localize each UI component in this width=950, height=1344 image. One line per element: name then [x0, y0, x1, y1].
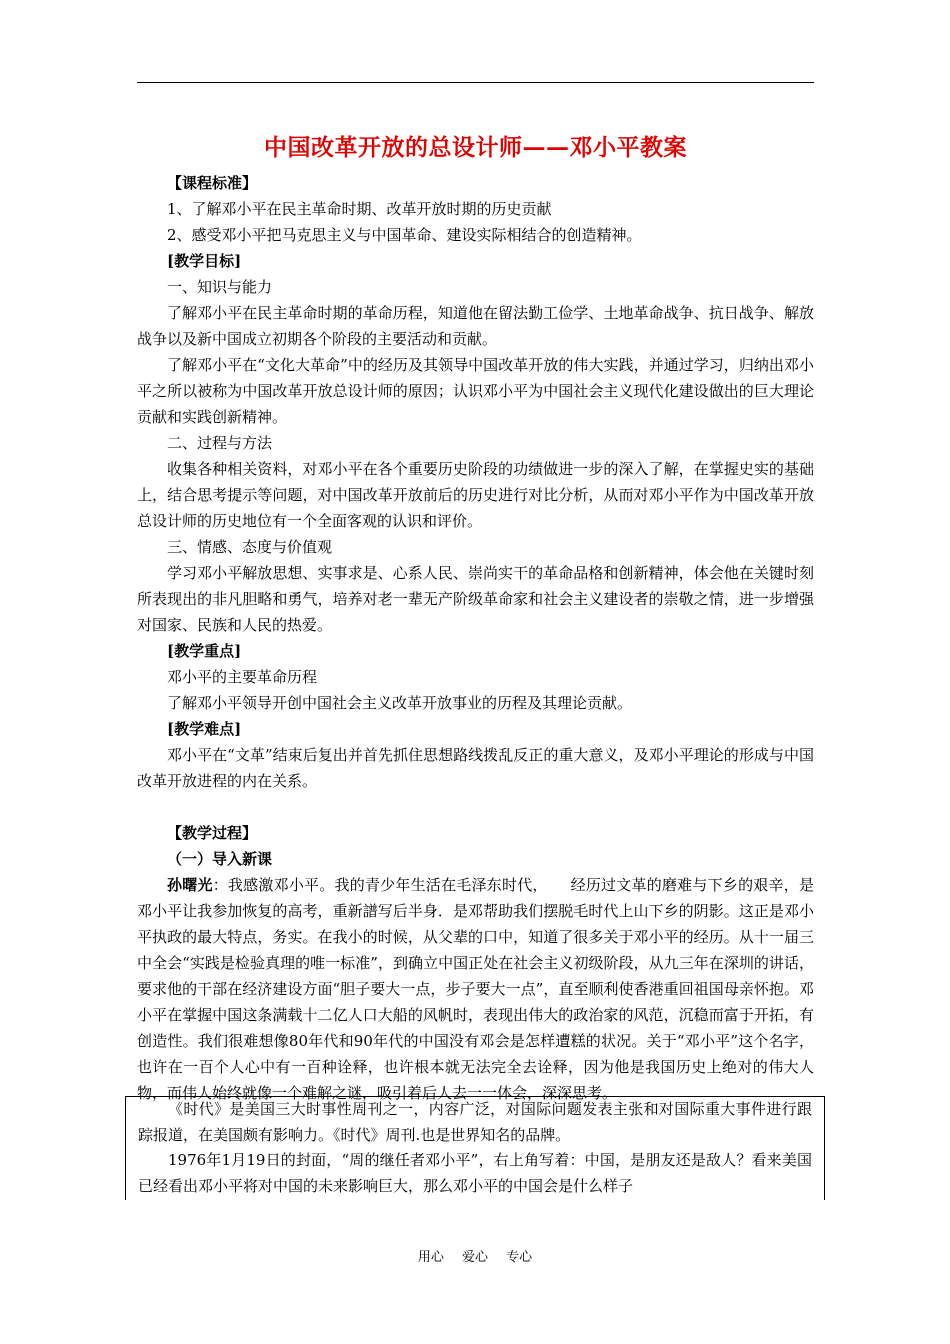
subheading-knowledge: 一、知识与能力: [167, 278, 273, 296]
section-heading-process: 【教学过程】: [167, 824, 258, 842]
subheading-intro: （一）导入新课: [167, 850, 273, 868]
section-heading-focus: [教学重点]: [167, 642, 242, 660]
time-magazine-box: [125, 1096, 825, 1200]
document-title: 中国改革开放的总设计师——邓小平教案: [264, 134, 687, 161]
standard-item-2: 2、感受邓小平把马克思主义与中国革命、建设实际相结合的创造精神。: [167, 226, 642, 244]
standard-item-1: 1、了解邓小平在民主革命时期、改革开放时期的历史贡献: [167, 200, 552, 218]
footer-word-3: 专心: [506, 1250, 533, 1265]
paragraph-knowledge-1: 了解邓小平在民主革命时期的革命历程，知道他在留法勤工俭学、土地革命战争、抗日战争、解放战争以及新中国成立初期各个阶段的主要活动和贡献。: [137, 304, 814, 348]
quote-speaker: 孙曙光: [167, 876, 213, 894]
paragraph-method: 收集各种相关资料，对邓小平在各个重要历史阶段的功绩做进一步的深入了解，在掌握史实的基础上，结合思考提示等问题，对中国改革开放前后的历史进行对比分析，从而对邓小平作为中国改革开放总设计师的历史地位有一个全面客观的认识和评价。: [137, 460, 814, 530]
header-rule: [137, 82, 814, 83]
document-body: [137, 128, 814, 1106]
footer-word-1: 用心: [417, 1250, 444, 1265]
spacer: [137, 794, 814, 820]
quote-text: ：我感激邓小平。我的青少年生活在毛泽东时代， 经历过文革的磨难与下乡的艰辛，是邓小平让我参加恢复的高考，重新譜写后半身．是邓帮助我们摆脱毛时代上山下乡的阴影。这正是邓小平执政的最大特点，务实。在我小的时候，从父辈的口中，知道了很多关于邓小平的经历。从十一届三中全会“实践是检验真理的唯一标准”，到确立中国正处在社会主义初级阶段，从九三年在深圳的讲话，要求他的干部在经济建设方面“胆子要大一点，步子要大一点”，直至顺利使香港重回祖国母亲怀抱。邓小平在掌握中国这条满载十二亿人口大船的风帆时，表现出伟大的政治家的风范，沉稳而富于开拓，有创造性。我们很难想像80年代和90年代的中国没有邓会是怎样遭糕的状况。关于“邓小平”这个名字，也许在一百个人心中有一百种诠释，也许根本就无法完全去诠释，因为他是我国历史上绝对的伟大人物，而伟人始终就像一个难解之谜，吸引着后人去一一体会，深深思考。: [137, 876, 814, 1102]
box-paragraph-1: 《时代》是美国三大时事性周刊之一，内容广泛，对国际问题发表主张和对国际重大事件进行跟踪报道，在美国颇有影响力。《时代》周刊.也是世界知名的品牌。: [138, 1100, 812, 1144]
box-paragraph-2: 1976年1月19日的封面，“周的继任者邓小平”，右上角写着：中国，是朋友还是敌人？看来美国已经看出邓小平将对中国的未来影响巨大，那么邓小平的中国会是什么样子: [138, 1151, 812, 1195]
paragraph-difficulty: 邓小平在“文革”结束后复出并首先抓住思想路线拨乱反正的重大意义，及邓小平理论的形成与中国改革开放进程的内在关系。: [137, 746, 814, 790]
section-heading-standard: 【课程标准】: [167, 174, 258, 192]
footer-word-2: 爱心: [461, 1250, 488, 1265]
paragraph-values: 学习邓小平解放思想、实事求是、心系人民、崇尚实干的革命品格和创新精神，体会他在关键时刻所表现出的非凡胆略和勇气，培养对老一辈无产阶级革命家和社会主义建设者的崇敬之情，进一步增强对国家、民族和人民的热爱。: [137, 564, 814, 634]
paragraph-knowledge-2: 了解邓小平在“文化大革命”中的经历及其领导中国改革开放的伟大实践，并通过学习，归纳出邓小平之所以被称为中国改革开放总设计师的原因；认识邓小平为中国社会主义现代化建设做出的巨大理论贡献和实践创新精神。: [137, 356, 814, 426]
subheading-values: 三、情感、态度与价值观: [167, 538, 333, 556]
section-heading-difficulty: [教学难点]: [167, 720, 242, 738]
paragraph-quote: [137, 872, 814, 1106]
page-footer: [0, 1248, 950, 1268]
focus-item-2: 了解邓小平领导开创中国社会主义改革开放事业的历程及其理论贡献。: [167, 694, 633, 712]
subheading-method: 二、过程与方法: [167, 434, 273, 452]
focus-item-1: 邓小平的主要革命历程: [167, 668, 318, 686]
section-heading-goals: [教学目标]: [167, 252, 242, 270]
